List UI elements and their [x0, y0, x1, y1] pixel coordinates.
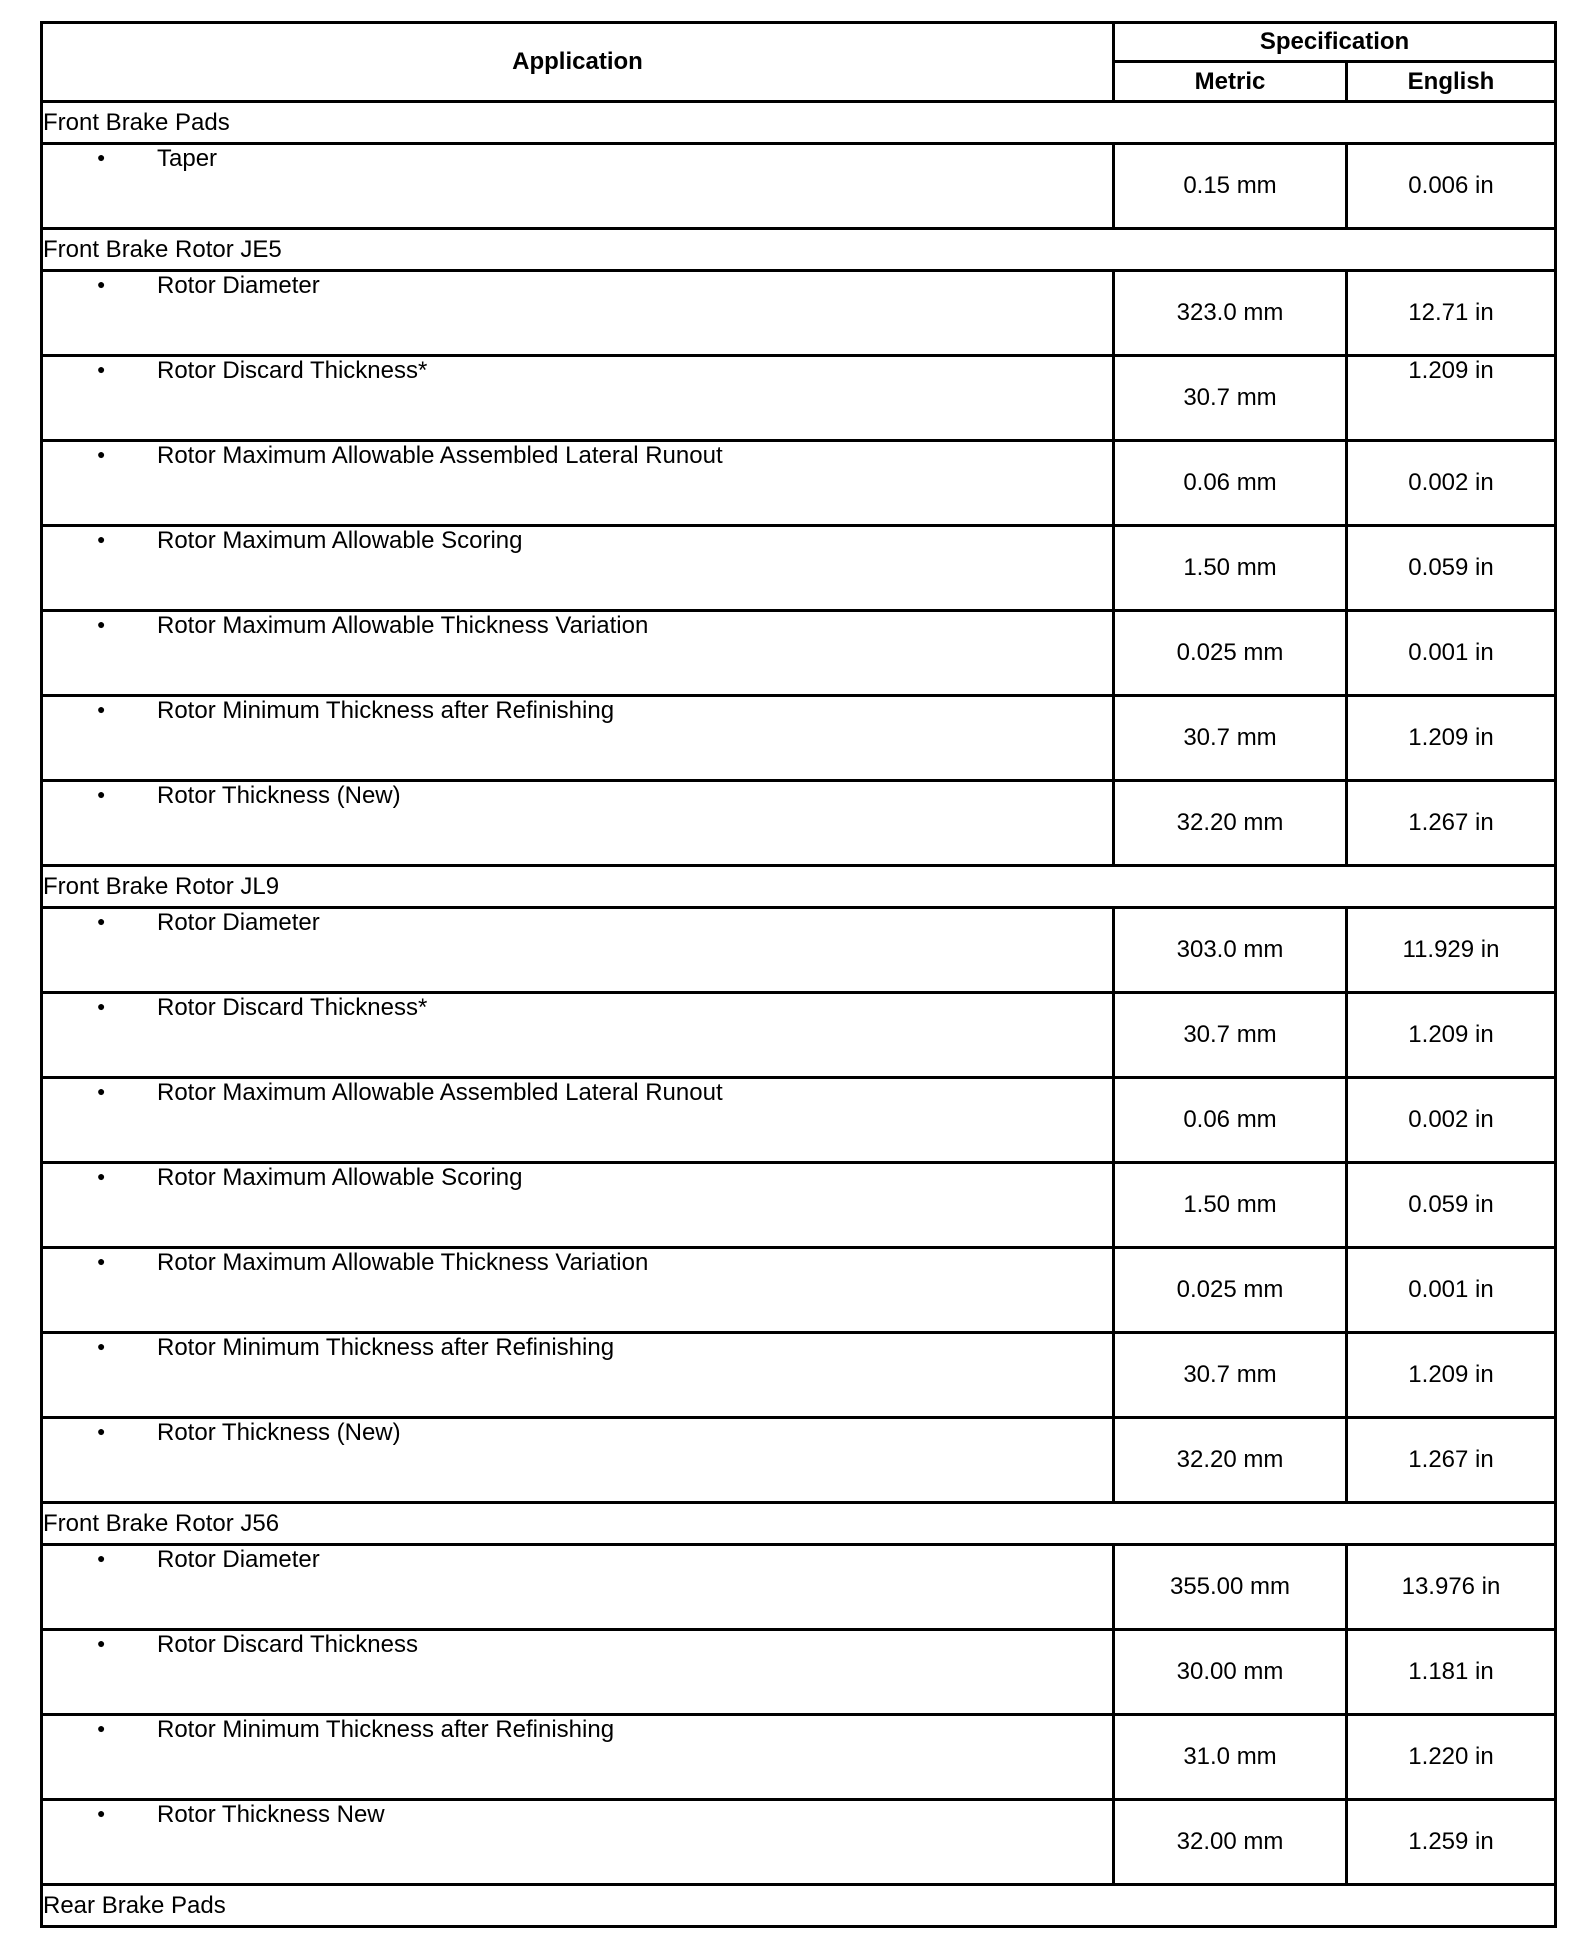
english-value: 1.209 in — [1347, 696, 1556, 781]
table-row — [42, 611, 1556, 696]
english-value: 11.929 in — [1347, 908, 1556, 993]
metric-value: 30.7 mm — [1114, 1333, 1347, 1418]
item-name: Rotor Minimum Thickness after Refinishing — [157, 697, 615, 724]
application-cell — [42, 144, 1114, 229]
english-value: 13.976 in — [1347, 1545, 1556, 1630]
item-name: Rotor Maximum Allowable Thickness Variation — [157, 1249, 649, 1276]
table-row — [42, 696, 1556, 781]
english-value: 1.209 in — [1347, 356, 1556, 441]
table-row — [42, 1248, 1556, 1333]
application-cell — [42, 1163, 1114, 1248]
english-value: 0.001 in — [1347, 611, 1556, 696]
metric-value: 30.7 mm — [1114, 356, 1347, 441]
table-row — [42, 356, 1556, 441]
item-name: Rotor Thickness New — [157, 1801, 385, 1828]
item-name: Rotor Discard Thickness* — [157, 994, 428, 1021]
bullet-icon — [43, 272, 157, 300]
table-row — [42, 1800, 1556, 1885]
bullet-icon — [43, 1419, 157, 1447]
application-cell — [42, 271, 1114, 356]
bullet-icon — [43, 1631, 157, 1659]
item-name: Rotor Discard Thickness — [157, 1631, 418, 1658]
bullet-icon — [43, 357, 157, 385]
english-value: 0.059 in — [1347, 526, 1556, 611]
table-row — [42, 1715, 1556, 1800]
table-row — [42, 993, 1556, 1078]
english-value: 1.267 in — [1347, 1418, 1556, 1503]
bullet-icon — [43, 442, 157, 470]
metric-value: 30.7 mm — [1114, 993, 1347, 1078]
english-value: 0.059 in — [1347, 1163, 1556, 1248]
application-cell — [42, 1545, 1114, 1630]
item-name: Taper — [157, 145, 218, 172]
application-cell — [42, 908, 1114, 993]
table-row — [42, 441, 1556, 526]
bullet-icon — [43, 1249, 157, 1277]
bullet-icon — [43, 612, 157, 640]
item-name: Rotor Maximum Allowable Scoring — [157, 1164, 523, 1191]
table-row — [42, 781, 1556, 866]
application-cell — [42, 1715, 1114, 1800]
bullet-icon — [43, 994, 157, 1022]
table-row — [42, 271, 1556, 356]
section-row — [42, 1885, 1556, 1927]
english-value: 0.002 in — [1347, 441, 1556, 526]
metric-value: 355.00 mm — [1114, 1545, 1347, 1630]
item-name: Rotor Maximum Allowable Thickness Variation — [157, 612, 649, 639]
table-row — [42, 1163, 1556, 1248]
section-row — [42, 229, 1556, 271]
table-row — [42, 1418, 1556, 1503]
item-name: Rotor Maximum Allowable Assembled Lateral Runout — [157, 442, 723, 469]
metric-value: 31.0 mm — [1114, 1715, 1347, 1800]
table-row — [42, 908, 1556, 993]
table-row — [42, 1078, 1556, 1163]
item-name: Rotor Thickness (New) — [157, 1419, 401, 1446]
section-title: Front Brake Rotor JL9 — [42, 866, 1556, 908]
section-title: Front Brake Rotor J56 — [42, 1503, 1556, 1545]
item-name: Rotor Diameter — [157, 909, 320, 936]
english-value: 1.259 in — [1347, 1800, 1556, 1885]
section-row — [42, 866, 1556, 908]
application-header: Application — [42, 23, 1114, 102]
metric-value: 32.20 mm — [1114, 781, 1347, 866]
specification-header: Specification — [1114, 23, 1556, 62]
section-title: Front Brake Pads — [42, 102, 1556, 144]
english-header: English — [1347, 62, 1556, 102]
bullet-icon — [43, 527, 157, 555]
english-value: 0.002 in — [1347, 1078, 1556, 1163]
table-row — [42, 144, 1556, 229]
application-cell — [42, 1800, 1114, 1885]
item-name: Rotor Diameter — [157, 272, 320, 299]
metric-value: 0.15 mm — [1114, 144, 1347, 229]
application-cell — [42, 526, 1114, 611]
application-cell — [42, 611, 1114, 696]
item-name: Rotor Thickness (New) — [157, 782, 401, 809]
english-value: 0.006 in — [1347, 144, 1556, 229]
item-name: Rotor Minimum Thickness after Refinishing — [157, 1716, 615, 1743]
english-value: 1.209 in — [1347, 993, 1556, 1078]
application-cell — [42, 993, 1114, 1078]
section-title: Rear Brake Pads — [42, 1885, 1556, 1927]
table-row — [42, 1545, 1556, 1630]
bullet-icon — [43, 1801, 157, 1829]
bullet-icon — [43, 697, 157, 725]
metric-value: 30.00 mm — [1114, 1630, 1347, 1715]
english-value: 0.001 in — [1347, 1248, 1556, 1333]
application-cell — [42, 441, 1114, 526]
table-row — [42, 1333, 1556, 1418]
item-name: Rotor Maximum Allowable Scoring — [157, 527, 523, 554]
bullet-icon — [43, 1164, 157, 1192]
specification-table — [40, 21, 1557, 1928]
english-value: 1.267 in — [1347, 781, 1556, 866]
metric-value: 32.20 mm — [1114, 1418, 1347, 1503]
bullet-icon — [43, 1079, 157, 1107]
application-cell — [42, 696, 1114, 781]
metric-value: 323.0 mm — [1114, 271, 1347, 356]
item-name: Rotor Discard Thickness* — [157, 357, 428, 384]
bullet-icon — [43, 1546, 157, 1574]
metric-value: 30.7 mm — [1114, 696, 1347, 781]
table-row — [42, 526, 1556, 611]
bullet-icon — [43, 145, 157, 173]
application-cell — [42, 1630, 1114, 1715]
metric-value: 0.025 mm — [1114, 1248, 1347, 1333]
section-title: Front Brake Rotor JE5 — [42, 229, 1556, 271]
english-value: 1.220 in — [1347, 1715, 1556, 1800]
section-row — [42, 1503, 1556, 1545]
bullet-icon — [43, 782, 157, 810]
application-cell — [42, 1078, 1114, 1163]
metric-header: Metric — [1114, 62, 1347, 102]
table-row — [42, 1630, 1556, 1715]
metric-value: 1.50 mm — [1114, 1163, 1347, 1248]
section-row — [42, 102, 1556, 144]
metric-value: 303.0 mm — [1114, 908, 1347, 993]
english-value: 12.71 in — [1347, 271, 1556, 356]
application-cell — [42, 781, 1114, 866]
application-cell — [42, 1248, 1114, 1333]
metric-value: 1.50 mm — [1114, 526, 1347, 611]
metric-value: 0.06 mm — [1114, 1078, 1347, 1163]
metric-value: 0.06 mm — [1114, 441, 1347, 526]
application-cell — [42, 1418, 1114, 1503]
application-cell — [42, 1333, 1114, 1418]
metric-value: 32.00 mm — [1114, 1800, 1347, 1885]
metric-value: 0.025 mm — [1114, 611, 1347, 696]
item-name: Rotor Minimum Thickness after Refinishing — [157, 1334, 615, 1361]
specification-body — [42, 102, 1556, 1927]
bullet-icon — [43, 1716, 157, 1744]
english-value: 1.209 in — [1347, 1333, 1556, 1418]
bullet-icon — [43, 909, 157, 937]
application-cell — [42, 356, 1114, 441]
english-value: 1.181 in — [1347, 1630, 1556, 1715]
item-name: Rotor Diameter — [157, 1546, 320, 1573]
bullet-icon — [43, 1334, 157, 1362]
item-name: Rotor Maximum Allowable Assembled Lateral Runout — [157, 1079, 723, 1106]
